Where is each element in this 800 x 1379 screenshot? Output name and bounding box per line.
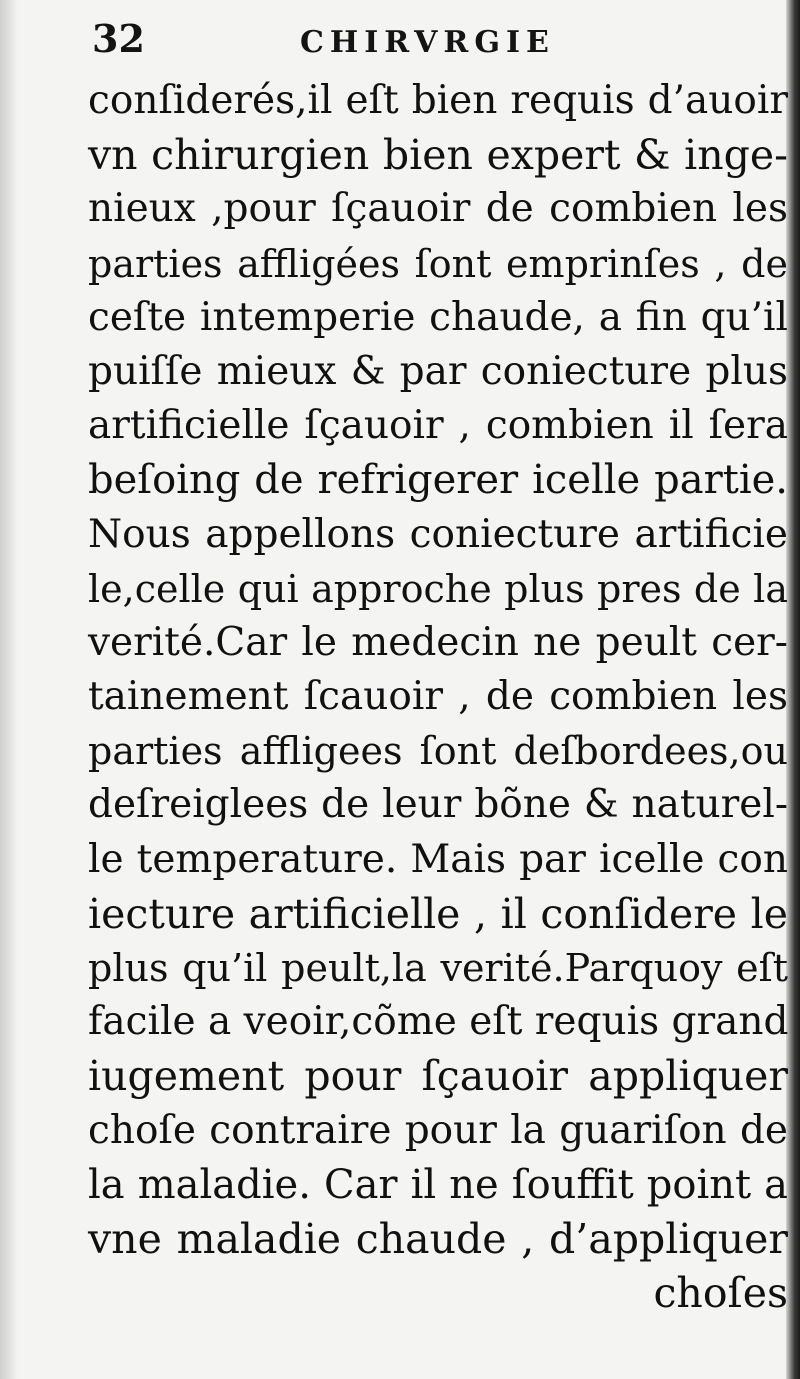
text-line: iugement pour ſçauoir appliquer (88, 1052, 788, 1101)
text-line: puiſſe mieux & par coniecture plus (88, 348, 788, 394)
text-line: le,celle qui approche plus pres de la (88, 566, 788, 611)
text-line: artificielle ſçauoir , combien il ſera (88, 403, 788, 449)
text-line: deſreiglees de leur bõne & naturel- (88, 782, 788, 828)
text-line: verité.Car le medecin ne peult cer- (88, 619, 788, 665)
text-line: parties affligées ſont emprinſes , de (88, 241, 788, 286)
text-line: Nous appellons coniecture artificie (88, 511, 788, 557)
running-head: CHIRVRGIE (300, 25, 555, 60)
text-line: ceſte intemperie chaude, a fin qu’il (88, 294, 788, 340)
text-line: vn chirurgien bien expert & inge- (88, 131, 788, 180)
text-line: tainement ſcauoir , de combien les (88, 674, 788, 720)
text-line: facile a veoir,cõme eſt requis grand (88, 999, 789, 1045)
page-header (92, 14, 782, 70)
text-line: vne maladie chaude , d’appliquer (88, 1214, 788, 1263)
page-edge-shadow (786, 0, 800, 1379)
text-line: nieux ,pour ſçauoir de combien les (88, 186, 788, 232)
text-line: la maladie. Car il ne ſouffit point a (88, 1161, 788, 1208)
text-line: plus qu’il peult,la verité.Parquoy eſt (88, 946, 788, 990)
body-text (88, 74, 788, 1320)
page-number: 32 (92, 16, 145, 61)
text-line: iecture artificielle , il conſidere le (88, 889, 788, 938)
text-line: beſoing de refrigerer icelle partie. (88, 457, 788, 504)
text-line: conſiderés,il eſt bien requis d’auoir (88, 78, 788, 123)
text-line-catchword: choſes (653, 1269, 788, 1318)
page-gutter-shadow (0, 0, 18, 1379)
text-line: le temperature. Mais par icelle con (88, 836, 788, 882)
text-line: choſe contraire pour la guariſon de (88, 1107, 788, 1153)
text-line: parties affligees ſont deſbordees,ou (88, 729, 788, 774)
